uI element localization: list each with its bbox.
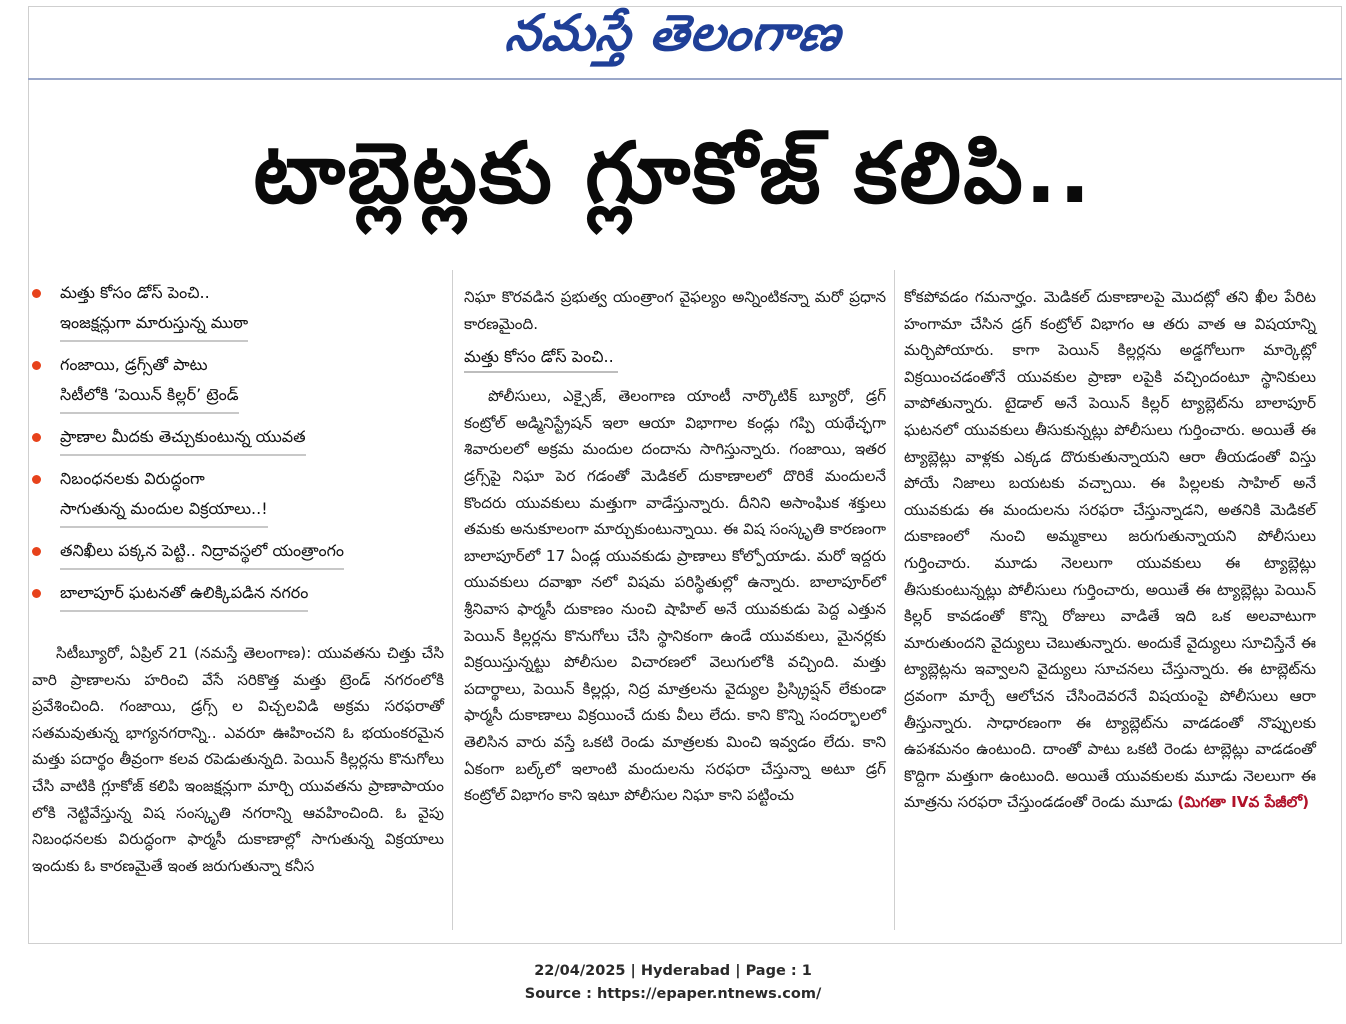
highlight-item <box>32 536 444 570</box>
highlight-item <box>32 578 444 612</box>
highlight-text: నిబంధనలకు విరుద్ధంగా సాగుతున్న మందుల విక్రయాలు..! <box>60 464 268 528</box>
highlight-item <box>32 464 444 528</box>
bullet-dot-icon <box>32 289 41 298</box>
column-1 <box>32 278 444 879</box>
continued-on-page-note: (మిగతా IVవ పేజీలో) <box>1177 793 1310 812</box>
column-2 <box>464 284 886 809</box>
bullet-dot-icon <box>32 433 41 442</box>
article-body-column-1 <box>32 640 444 879</box>
bullet-dot-icon <box>32 589 41 598</box>
highlight-text: ప్రాణాల మీదకు తెచ్చుకుంటున్న యువత <box>60 422 306 456</box>
bullet-dot-icon <box>32 361 41 370</box>
article-paragraph: నిఘా కొరవడిన ప్రభుత్వ యంత్రాంగ వైఫల్యం అన్నింటికన్నా మరో ప్రధాన కారణమైంది. <box>464 288 886 333</box>
page-dateline: 22/04/2025 | Hyderabad | Page : 1 <box>534 963 812 979</box>
column-divider <box>894 270 895 930</box>
article-paragraph: సిటీబ్యూరో, ఏప్రిల్ 21 (నమస్తే తెలంగాణ): యువతను చిత్తు చేసి వారి ప్రాణాలను హరించి వేసే సరికొత్త మత్తు ట్రెండ్ నగరంలోకి ప్రవేశించింది. గంజాయి, డ్రగ్స్ ల విచ్చలవిడి అక్రమ సరఫరాతో సతమవుతున్న భాగ్యనగరాన్ని.. ఎవరూ ఊహించని ఓ భయంకరమైన మత్తు పదార్థం తీవ్రంగా కలవ రపెడుతున్నది. పెయిన్ కిల్లర్లను కొనుగోలు చేసి వాటికి గ్లూకోజ్ కలిపి ఇంజక్షన్లుగా మార్చి యువతను ప్రాణాపాయం లోకి నెట్టివేస్తున్న విష సంస్కృతి నగరాన్ని ఆవహించింది. ఓ వైపు నిబంధనలకు విరుద్ధంగా ఫార్మసీ దుకాణాల్లో సాగుతున్న విక్రయాలు ఇందుకు ఓ కారణమైతే ఇంత జరుగుతున్నా కనీస <box>32 644 444 875</box>
bullet-dot-icon <box>32 547 41 556</box>
source-line: Source : https://epaper.ntnews.com/ <box>524 986 822 1002</box>
article-headline: టాబ్లెట్లకు గ్లూకోజ్ కలిపి.. <box>253 124 1093 222</box>
highlight-text: తనిఖీలు పక్కన పెట్టి.. నిద్రావస్థలో యంత్రాంగం <box>60 536 344 570</box>
highlight-item <box>32 350 444 414</box>
highlights-list <box>32 278 444 612</box>
column-3 <box>904 284 1316 816</box>
highlight-item <box>32 278 444 342</box>
article-paragraph: పోలీసులు, ఎక్సైజ్, తెలంగాణ యాంటీ నార్కొటిక్ బ్యూరో, డ్రగ్ కంట్రోల్ అడ్మినిస్ట్రేషన్ ఇలా ఆయా విభాగాల కండ్లు గప్పి యథేచ్ఛగా శివారులలో అక్రమ మందుల దందాను సాగిస్తున్నారు. గంజాయి, ఇతర డ్రగ్స్‌పై నిఘా పెర గడంతో మెడికల్ దుకాణాలలో దొరికే మందులనే కొందరు యువకులు మత్తుగా వాడేస్తున్నారు. దీనిని అసాంఘిక శక్తులు తమకు అనుకూలంగా మార్చుకుంటున్నాయి. ఈ విష సంస్కృతి కారణంగా బాలాపూర్‌లో 17 ఏండ్ల యువకుడు ప్రాణాలు కోల్పోయాడు. మరో ఇద్దరు యువకులు దవాఖా నలో విషమ పరిస్థితుల్లో ఉన్నారు. బాలాపూర్‌లో శ్రీనివాస ఫార్మసీ దుకాణం నుంచి షాహిల్ అనే యువకుడు పెద్ద ఎత్తున పెయిన్ కిల్లర్లను కొనుగోలు చేసి స్థానికంగా ఉండే యువకులు, మైనర్లకు విక్రయిస్తున్నట్టు పోలీసుల విచారణలో వెలుగులోకి వచ్చింది. మత్తు పదార్థాలు, పెయిన్ కిల్లర్లు, నిద్ర మాత్రలను వైద్యుల ప్రిస్క్రిప్షన్ లేకుండా ఫార్మసీ దుకాణాలు విక్రయించే దుకు వీలు లేదు. కాని కొన్ని సందర్భాలలో తెలిసిన వారు వస్తే ఒకటి రెండు మాత్రలకు మించి ఇవ్వడం లేదు. కాని ఏకంగా బల్క్‌లో ఇలాంటి మందులను సరఫరా చేస్తున్నా అటూ డ్రగ్ కంట్రోల్ విభాగం కాని ఇటూ పోలీసుల నిఘా కాని పట్టించు <box>464 387 886 805</box>
bullet-dot-icon <box>32 475 41 484</box>
article-paragraph: కోకపోవడం గమనార్హం. మెడికల్ దుకాణాలపై మొదట్లో తని ఖీల పేరిట హంగామా చేసిన డ్రగ్ కంట్రోల్ విభాగం ఆ తరు వాత ఆ విషయాన్ని మర్చిపోయారు. కాగా పెయిన్ కిల్లర్లను అడ్డగోలుగా మార్కెట్లో విక్రయించడంతోనే యువకుల ప్రాణా లపైకి వచ్చిందంటూ స్థానికులు వాపోతున్నారు. టైడాల్ అనే పెయిన్ కిల్లర్ ట్యాబ్లెట్‌ను బాలాపూర్ ఘటనలో యువకులు తీసుకున్నట్లు పోలీసులు గుర్తించారు. అయితే ఈ ట్యాబ్లెట్లు వాళ్లకు ఎక్కడ దొరుకుతున్నాయని ఆరా తీయడంతో విస్తు పోయే నిజాలు బయటకు వచ్చాయి. ఈ పిల్లలకు సాహిల్ అనే యువకుడు ఈ మందులను సరఫరా చేస్తున్నాడని, అతనికి మెడికల్ దుకాణంలో నుంచి అమ్మకాలు జరుగుతున్నాయని పోలీసులు గుర్తించారు. మూడు నెలలుగా యువకులు ఈ ట్యాబ్లెట్లు తీసుకుంటున్నట్లు పోలీసులు గుర్తించారు, అయితే ఈ ట్యాబ్లెట్లు పెయిన్ కిల్లర్ కావడంతో కొన్ని రోజులు వాడితే ఇది ఒక అలవాటుగా మారుతుందని వైద్యులు చెబుతున్నారు. అందుకే వైద్యులు సూచిస్తేనే ఈ ట్యాబ్లెట్లను ఇవ్వాలని వైద్యులు సూచనలు చేస్తున్నారు. ఈ టాబ్లెట్‌ను ద్రవంగా మార్చే ఆలోచన చేసిందెవరనే విషయంపై పోలీసులు ఆరా తీస్తున్నారు. సాధారణంగా ఈ ట్యాబ్లెట్‌ను వాడడంతో నొప్పులకు ఉపశమనం ఉంటుంది. దాంతో పాటు ఒకటి రెండు టాబ్లెట్లు వాడడంతో కొద్దిగా మత్తుగా ఉంటుంది. అయితే యువకులకు మూడు నెలలుగా ఈ మాత్రను సరఫరా చేస్తుండడంతో రెండు మూడు <box>904 288 1316 812</box>
highlight-item <box>32 422 444 456</box>
column-divider <box>452 270 453 930</box>
highlight-text: మత్తు కోసం డోస్ పెంచి.. ఇంజక్షన్లుగా మారుస్తున్న ముఠా <box>60 278 248 342</box>
masthead <box>0 0 1346 80</box>
highlight-text: గంజాయి, డ్రగ్స్‌తో పాటు సిటీలోకి ‘పెయిన్ కిల్లర్’ ట్రెండ్ <box>60 350 239 414</box>
masthead-rule <box>28 78 1342 80</box>
highlight-text: బాలాపూర్ ఘటనతో ఉలిక్కిపడిన నగరం <box>60 578 308 612</box>
newspaper-logo: నమస్తే తెలంగాణ <box>502 4 845 62</box>
section-subheading: మత్తు కోసం డోస్ పెంచి.. <box>464 343 618 373</box>
